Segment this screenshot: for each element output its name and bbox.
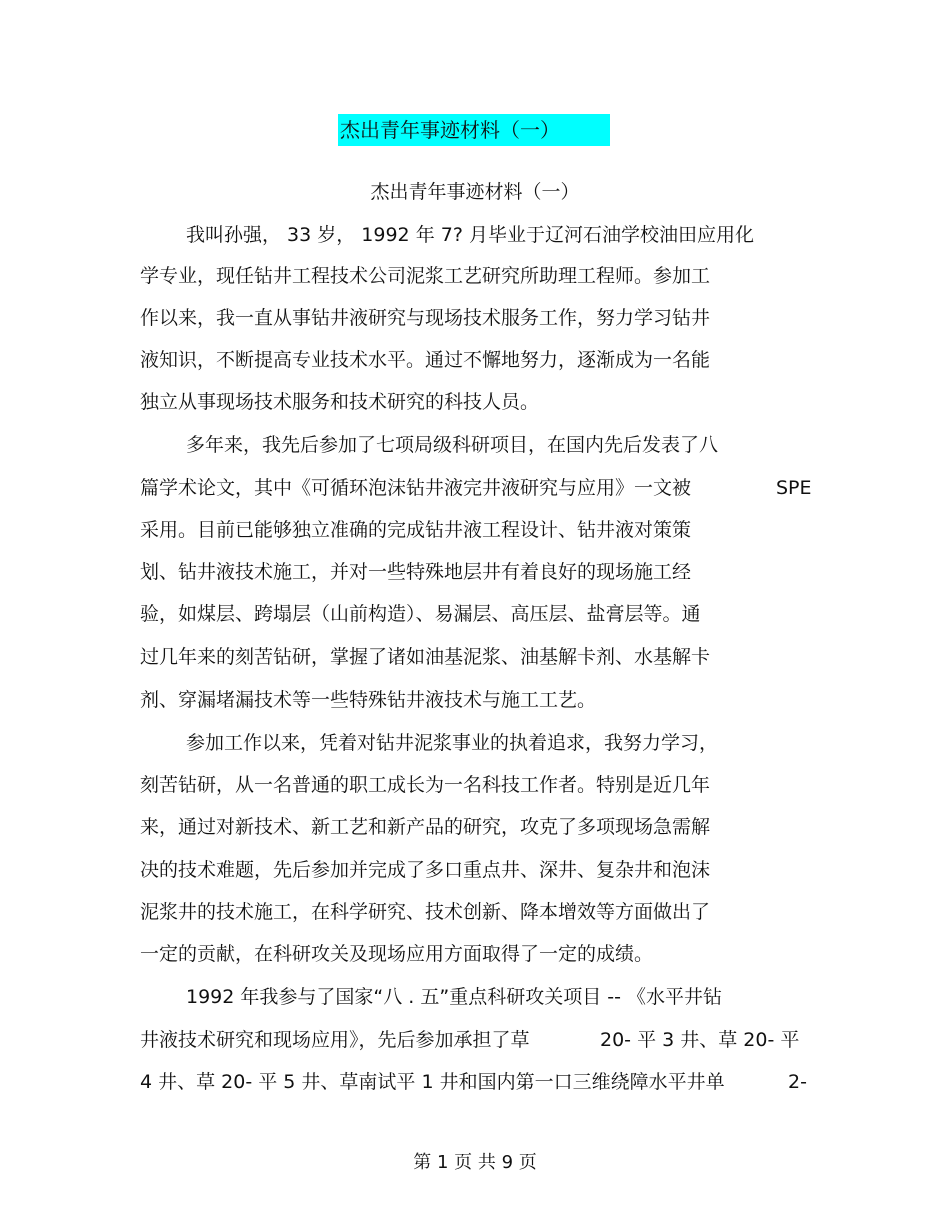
- document-title: 杰出青年事迹材料（一）: [340, 118, 560, 142]
- paragraph-line: 篇学术论文，其中《可循环泡沫钻井液完井液研究与应用》一文被: [140, 477, 692, 499]
- paragraph-line: 学专业，现任钻井工程技术公司泥浆工艺研究所助理工程师。参加工: [140, 265, 711, 287]
- paragraph-line: 液知识，不断提高专业技术水平。通过不懈地努力，逐渐成为一名能: [140, 349, 711, 371]
- paragraph-line: 泥浆井的技术施工，在科学研究、技术创新、降本增效等方面做出了: [140, 901, 711, 923]
- paragraph-line: 1992 年我参与了国家“八 . 五”重点科研攻关项目 -- 《水平井钻: [186, 986, 722, 1008]
- paragraph-line: 来，通过对新技术、新工艺和新产品的研究，攻克了多项现场急需解: [140, 816, 711, 838]
- paragraph-line: 多年来，我先后参加了七项局级科研项目，在国内先后发表了八: [186, 434, 719, 456]
- document-subtitle: 杰出青年事迹材料（一）: [370, 181, 580, 203]
- paragraph-line: 采用。目前已能够独立准确的完成钻井液工程设计、钻井液对策策: [140, 519, 692, 541]
- paragraph-line-tail: 20- 平 3 井、草 20- 平: [600, 1029, 800, 1051]
- paragraph-line-tail: 2-: [788, 1071, 807, 1093]
- paragraph-line: 作以来，我一直从事钻井液研究与现场技术服务工作，努力学习钻井: [140, 307, 711, 329]
- page-number-footer: 第 1 页 共 9 页: [413, 1152, 537, 1173]
- paragraph-line: 4 井、草 20- 平 5 井、草南试平 1 井和国内第一口三维绕障水平井单: [140, 1071, 725, 1093]
- paragraph-line: 我叫孙强， 33 岁， 1992 年 7? 月毕业于辽河石油学校油田应用化: [186, 224, 754, 246]
- paragraph-line: 验，如煤层、跨塌层（山前构造）、易漏层、高压层、盐膏层等。通: [140, 603, 701, 625]
- paragraph-line-tail: SPE: [776, 477, 812, 499]
- paragraph-line: 剂、穿漏堵漏技术等一些特殊钻井液技术与施工工艺。: [140, 689, 597, 711]
- paragraph-line: 井液技术研究和现场应用》，先后参加承担了草: [140, 1029, 530, 1051]
- paragraph-line: 独立从事现场技术服务和技术研究的科技人员。: [140, 391, 540, 413]
- paragraph-line: 划、钻井液技术施工，并对一些特殊地层井有着良好的现场施工经: [140, 561, 692, 583]
- paragraph-line: 参加工作以来，凭着对钻井泥浆事业的执着追求，我努力学习，: [186, 732, 719, 754]
- document-title-highlighted: [338, 114, 610, 146]
- paragraph-line: 刻苦钻研，从一名普通的职工成长为一名科技工作者。特别是近几年: [140, 774, 711, 796]
- paragraph-line: 一定的贡献，在科研攻关及现场应用方面取得了一定的成绩。: [140, 943, 654, 965]
- paragraph-line: 过几年来的刻苦钻研，掌握了诸如油基泥浆、油基解卡剂、水基解卡: [140, 646, 711, 668]
- paragraph-line: 决的技术难题，先后参加并完成了多口重点井、深井、复杂井和泡沫: [140, 859, 711, 881]
